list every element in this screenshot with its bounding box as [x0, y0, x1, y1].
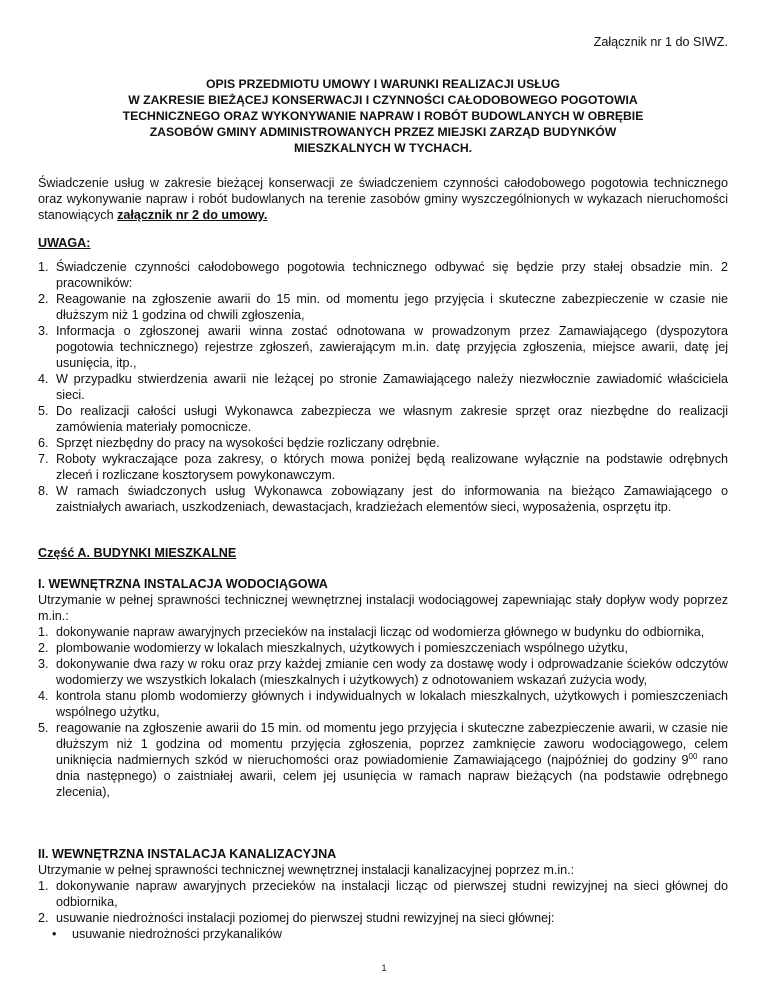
item-text: dokonywanie napraw awaryjnych przecieków na instalacji licząc od wodomierza głównego w budynku do odbiornika,: [56, 625, 705, 639]
title-line: W ZAKRESIE BIEŻĄCEJ KONSERWACJI I CZYNNOŚCI CAŁODOBOWEGO POGOTOWIA: [128, 93, 638, 107]
bullet-icon: •: [52, 927, 57, 941]
list-item: [38, 910, 728, 926]
section-2-heading: II. WEWNĘTRZNA INSTALACJA KANALIZACYJNA: [38, 847, 337, 861]
item-number: 8.: [38, 484, 49, 498]
section-2-intro: Utrzymanie w pełnej sprawności technicznej wewnętrznej instalacji kanalizacyjnej poprzez m.in.:: [38, 863, 575, 877]
item-number: 1.: [38, 879, 49, 893]
list-item: [38, 371, 728, 403]
list-item: [38, 259, 728, 291]
item-number: 5.: [38, 404, 49, 418]
item-number: 4.: [38, 372, 49, 386]
list-item: [38, 720, 728, 800]
section-1-heading: I. WEWNĘTRZNA INSTALACJA WODOCIĄGOWA: [38, 577, 328, 591]
item-text: Świadczenie czynności całodobowego pogotowia technicznego odbywać się będzie przy stałej obsadzie min. 2 pracowników:: [56, 260, 728, 290]
list-item: [38, 451, 728, 483]
section-1-intro: Utrzymanie w pełnej sprawności technicznej wewnętrznej instalacji wodociągowej zapewniając stały dopływ wody poprzez m.in.:: [38, 593, 728, 623]
intro-text: Świadczenie usług w zakresie bieżącej konserwacji ze świadczeniem czynności całodobowego pogotowia technicznego oraz wykonywanie napraw i robót budowlanych na terenie zasobów gminy wyszczególnionych w wykazach nieruchomości stanowiących: [38, 176, 728, 222]
item-text: Do realizacji całości usługi Wykonawca zabezpiecza we własnym zakresie sprzęt oraz niezbędne do realizacji zamówienia materiały pomocnicze.: [56, 404, 728, 434]
item-number: 6.: [38, 436, 49, 450]
item-number: 1.: [38, 625, 49, 639]
bullet-text: usuwanie niedrożności przykanalików: [72, 927, 283, 941]
item-text: usuwanie niedrożności instalacji poziomej do pierwszej studni rewizyjnej na sieci głównej:: [56, 911, 555, 925]
list-item: [38, 483, 728, 515]
title-line: OPIS PRZEDMIOTU UMOWY I WARUNKI REALIZACJI USŁUG: [206, 77, 560, 91]
item-number: 1.: [38, 260, 49, 274]
title-line: TECHNICZNEGO ORAZ WYKONYWANIE NAPRAW I ROBÓT BUDOWLANYCH W OBRĘBIE: [122, 109, 644, 123]
item-number: 3.: [38, 657, 49, 671]
intro-annex-ref: załącznik nr 2 do umowy.: [117, 208, 268, 222]
bullet-item: [38, 926, 728, 942]
annex-label: Załącznik nr 1 do SIWZ.: [593, 35, 728, 49]
item-number: 7.: [38, 452, 49, 466]
item-text: W przypadku stwierdzenia awarii nie leżącej po stronie Zamawiającego należy niezwłocznie zawiadomić właściciela sieci.: [56, 372, 728, 402]
item-text: dokonywanie dwa razy w roku oraz przy każdej zmianie cen wody za dostawę wody i odprowadzanie ścieków odczytów wodomierzy we wszystkich lokalach (mieszkalnych i użytkowych) z odnotowaniem wskazań zużycia wody,: [56, 657, 728, 687]
section-2-body: [38, 862, 728, 942]
title-line: ZASOBÓW GMINY ADMINISTROWANYCH PRZEZ MIEJSKI ZARZĄD BUDYNKÓW: [149, 125, 617, 139]
item-text: W ramach świadczonych usług Wykonawca zobowiązany jest do informowania na bieżąco Zamawiającego o zaistniałych awariach, uszkodzeniach, dewastacjach, kradzieżach elementów sieci, wyposażenia, osprzętu itp.: [56, 484, 728, 514]
section-1-body: [38, 592, 728, 800]
page-number: 1: [381, 963, 387, 973]
list-item: [38, 323, 728, 371]
item-text: kontrola stanu plomb wodomierzy głównych i indywidualnych w lokalach mieszkalnych, użytkowych i pomieszczeniach wspólnego użytku,: [56, 689, 728, 719]
item-text: reagowanie na zgłoszenie awarii do 15 min. od momentu jego przyjęcia i skuteczne zabezpieczenie awarii, w czasie nie dłuższym niż 1 godzina od momentu przyjęcia zgłoszenia, poprzez zamknięcie zaworu wodociągowego, celem uniknięcia nadmiernych szkód w nieruchomości oraz powiadomienie Zamawiającego (najpóźniej do godziny 9: [56, 721, 728, 767]
item-text: Reagowanie na zgłoszenie awarii do 15 min. od momentu jego przyjęcia i skuteczne zabezpieczenie w czasie nie dłuższym niż 1 godzina od chwili zgłoszenia,: [56, 292, 728, 322]
document-title: [58, 76, 708, 156]
item-text: Informacja o zgłoszonej awarii winna zostać odnotowana w prowadzonym przez Zamawiającego (dyspozytora pogotowia technicznego) rejestrze zgłoszeń, zawierającym m.in. datę przyjęcia zgłoszenia, miejsce awarii, datę jej usunięcia, itp.,: [56, 324, 728, 370]
item-text: dokonywanie napraw awaryjnych przecieków na instalacji licząc od pierwszej studni rewizyjnej na sieci głównej do odbiornika,: [56, 879, 728, 909]
intro-paragraph: [38, 175, 728, 223]
item-number: 2.: [38, 641, 49, 655]
title-line: MIESZKALNYCH W TYCHACH.: [293, 141, 473, 155]
list-item: [38, 640, 728, 656]
item-text: Roboty wykraczające poza zakresy, o których mowa poniżej będą realizowane wyłącznie na podstawie odrębnych zleceń i rozliczane kosztorysem powykonawczym.: [56, 452, 728, 482]
item-number: 3.: [38, 324, 49, 338]
superscript: 00: [688, 751, 698, 761]
list-item: [38, 688, 728, 720]
item-number: 5.: [38, 721, 49, 735]
item-text: plombowanie wodomierzy w lokalach mieszkalnych, użytkowych i pomieszczeniach wspólnego użytku,: [56, 641, 628, 655]
uwaga-heading: UWAGA:: [38, 236, 91, 250]
item-text: Sprzęt niezbędny do pracy na wysokości będzie rozliczany odrębnie.: [56, 436, 440, 450]
notes-list: [38, 259, 728, 515]
item-text: rano dnia następnego) o zaistniałej awarii, celem jej usunięcia w ramach napraw bieżących (na podstawie odrębnego zlecenia),: [56, 753, 728, 799]
list-item: [38, 403, 728, 435]
item-number: 2.: [38, 292, 49, 306]
list-item: [38, 291, 728, 323]
list-item: [38, 624, 728, 640]
item-number: 2.: [38, 911, 49, 925]
item-number: 4.: [38, 689, 49, 703]
list-item: [38, 656, 728, 688]
list-item: [38, 878, 728, 910]
part-a-heading: Część A. BUDYNKI MIESZKALNE: [38, 546, 237, 560]
list-item: [38, 435, 728, 451]
